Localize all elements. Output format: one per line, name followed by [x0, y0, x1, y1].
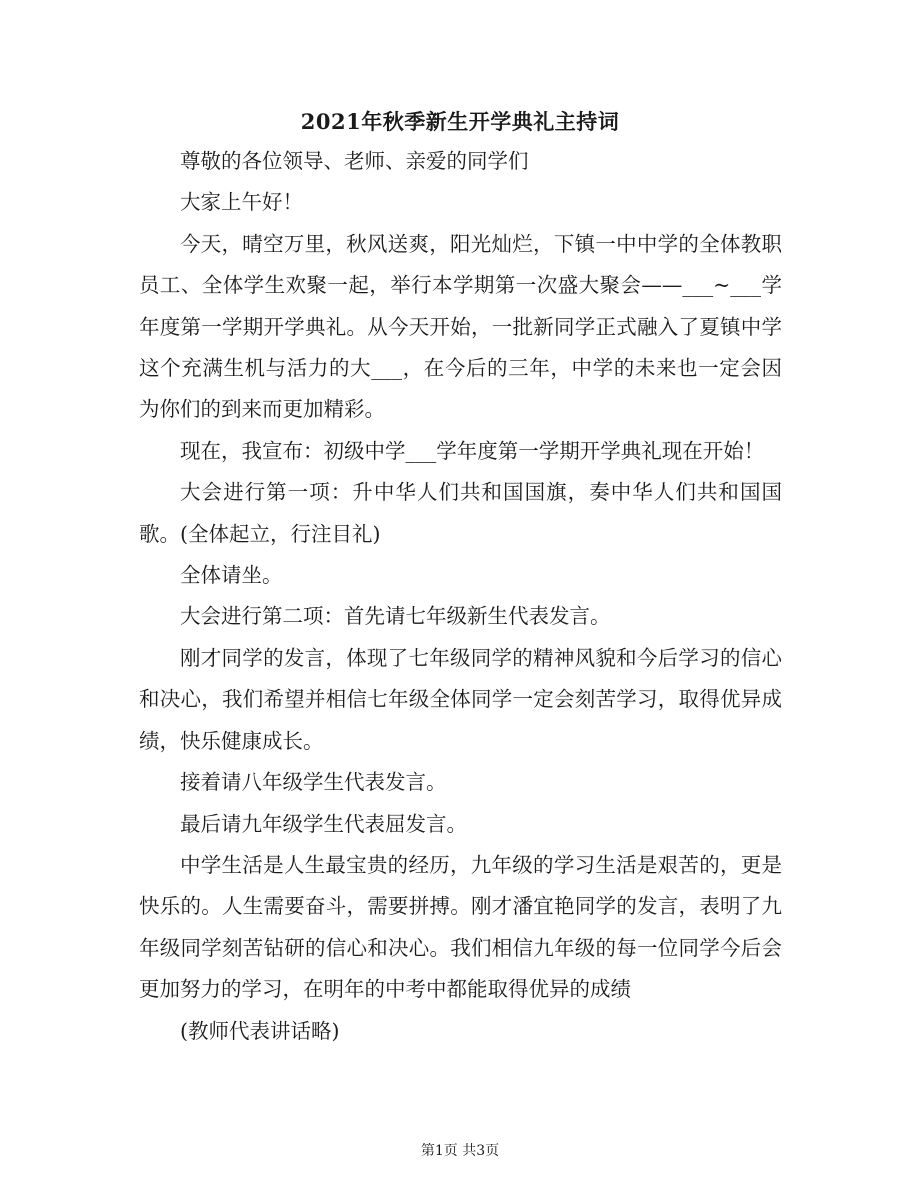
paragraph-announcement: 现在，我宣布：初级中学___学年度第一学期开学典礼现在开始！: [180, 438, 765, 463]
paragraph-opening: 今天，晴空万里，秋风送爽，阳光灿烂，下镇一中中学的全体教职员工、全体学生欢聚一起，举行本学期第一次盛大聚会——___~___学年度第一学期开学典礼。从今天开始，一批新同学正式融入了夏镇中学这个充满生机与活力的大___，在今后的三年，中学的未来也一定会因为你们的到来而更加精彩。: [139, 231, 782, 422]
paragraph-be-seated: 全体请坐。: [180, 563, 283, 588]
paragraph-grade9-speech: 最后请九年级学生代表屈发言。: [180, 811, 467, 836]
document-title: 2021年秋季新生开学典礼主持词: [300, 109, 620, 134]
document-body: [139, 141, 782, 1052]
paragraph-greeting: 大家上午好！: [180, 190, 303, 215]
paragraph-item-one: 大会进行第一项：升中华人们共和国国旗，奏中华人们共和国国歌。(全体起立，行注目礼): [139, 480, 782, 546]
paragraph-teacher-speech: (教师代表讲话略): [180, 1018, 340, 1043]
paragraph-item-two: 大会进行第二项：首先请七年级新生代表发言。: [180, 604, 611, 629]
paragraph-grade8-speech: 接着请八年级学生代表发言。: [180, 770, 447, 795]
paragraph-grade7-comment: 刚才同学的发言，体现了七年级同学的精神风貌和今后学习的信心和决心，我们希望并相信七年级全体同学一定会刻苦学习，取得优异成绩，快乐健康成长。: [139, 645, 782, 753]
paragraph-salutation: 尊敬的各位领导、老师、亲爱的同学们: [180, 149, 529, 173]
paragraph-grade9-comment: 中学生活是人生最宝贵的经历，九年级的学习生活是艰苦的，更是快乐的。人生需要奋斗，需要拼搏。刚才潘宜艳同学的发言，表明了九年级同学刻苦钻研的信心和决心。我们相信九年级的每一位同学今后会更加努力的学习，在明年的中考中都能取得优异的成绩: [139, 852, 782, 1002]
page-indicator: 第1页 共3页: [420, 1143, 500, 1159]
